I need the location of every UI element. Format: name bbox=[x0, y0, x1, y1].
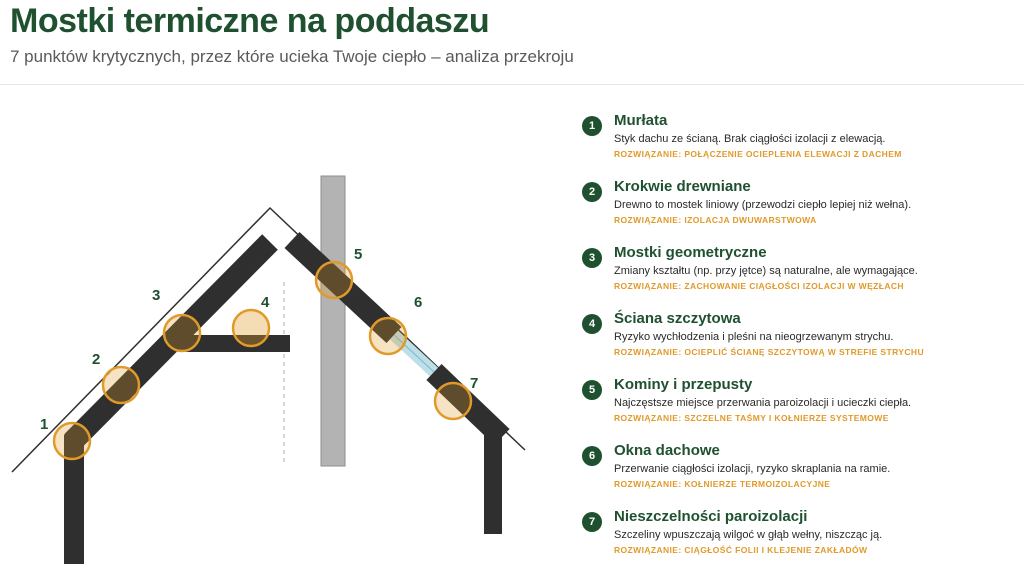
legend-item-solution: ROZWIĄZANIE: IZOLACJA DWUWARSTWOWA bbox=[614, 215, 817, 225]
marker-label-7: 7 bbox=[470, 375, 479, 392]
legend-item bbox=[582, 112, 1012, 178]
number-badge: 6 bbox=[582, 446, 602, 466]
number-badge: 5 bbox=[582, 380, 602, 400]
legend-item bbox=[582, 244, 1012, 310]
marker-label-6: 6 bbox=[414, 294, 423, 311]
page-title: Mostki termiczne na poddaszu bbox=[10, 2, 490, 40]
legend-item-title: Kominy i przepusty bbox=[614, 376, 753, 393]
legend-item-description: Drewno to mostek liniowy (przewodzi ciepło lepiej niż wełna). bbox=[614, 199, 912, 211]
legend-item-description: Zmiany kształtu (np. przy jętce) są naturalne, ale wymagające. bbox=[614, 265, 918, 277]
legend-item-title: Murłata bbox=[614, 112, 668, 129]
legend-item bbox=[582, 508, 1012, 574]
thermal-bridge-marker-2 bbox=[103, 367, 139, 403]
legend-item-solution: ROZWIĄZANIE: POŁĄCZENIE OCIEPLENIA ELEWACJI Z DACHEM bbox=[614, 149, 902, 159]
legend-item-description: Przerwanie ciągłości izolacji, ryzyko skraplania na ramie. bbox=[614, 463, 891, 475]
legend-item-description: Styk dachu ze ścianą. Brak ciągłości izolacji z elewacją. bbox=[614, 133, 886, 145]
thermal-bridge-marker-1 bbox=[54, 423, 90, 459]
legend-item-description: Ryzyko wychłodzenia i pleśni na nieogrzewanym strychu. bbox=[614, 331, 894, 343]
right-wall bbox=[484, 432, 502, 534]
legend-item-solution: ROZWIĄZANIE: OCIEPLIĆ ŚCIANĘ SZCZYTOWĄ W STREFIE STRYCHU bbox=[614, 347, 924, 357]
legend-item-title: Mostki geometryczne bbox=[614, 244, 767, 261]
legend-item-solution: ROZWIĄZANIE: SZCZELNE TAŚMY I KOŁNIERZE SYSTEMOWE bbox=[614, 413, 889, 423]
legend-item bbox=[582, 178, 1012, 244]
legend-item-description: Najczęstsze miejsce przerwania paroizolacji i ucieczki ciepła. bbox=[614, 397, 912, 409]
chimney bbox=[321, 176, 345, 466]
marker-label-5: 5 bbox=[354, 246, 363, 263]
marker-label-3: 3 bbox=[152, 287, 161, 304]
thermal-bridge-marker-5 bbox=[316, 262, 352, 298]
legend-item bbox=[582, 442, 1012, 508]
legend-item-title: Okna dachowe bbox=[614, 442, 720, 459]
legend-item-title: Ściana szczytowa bbox=[614, 310, 741, 327]
marker-label-4: 4 bbox=[261, 294, 270, 311]
page-subtitle: 7 punktów krytycznych, przez które ucieka Twoje ciepło – analiza przekroju bbox=[10, 47, 574, 66]
marker-label-1: 1 bbox=[40, 416, 49, 433]
legend-item-solution: ROZWIĄZANIE: CIĄGŁOŚĆ FOLII I KLEJENIE ZAKŁADÓW bbox=[614, 545, 868, 555]
header-divider bbox=[0, 84, 1024, 85]
legend-item bbox=[582, 376, 1012, 442]
legend-item-title: Nieszczelności paroizolacji bbox=[614, 508, 808, 525]
legend-item bbox=[582, 310, 1012, 376]
legend-item-title: Krokwie drewniane bbox=[614, 178, 751, 195]
number-badge: 7 bbox=[582, 512, 602, 532]
legend-item-solution: ROZWIĄZANIE: KOŁNIERZE TERMOIZOLACYJNE bbox=[614, 479, 831, 489]
thermal-bridge-marker-4 bbox=[233, 310, 269, 346]
legend-item-description: Szczeliny wpuszczają wilgoć w głąb wełny, niszcząc ją. bbox=[614, 529, 883, 541]
thermal-bridge-marker-7 bbox=[435, 383, 471, 419]
number-badge: 2 bbox=[582, 182, 602, 202]
legend-list bbox=[582, 112, 1012, 574]
thermal-bridge-marker-3 bbox=[164, 315, 200, 351]
number-badge: 4 bbox=[582, 314, 602, 334]
number-badge: 3 bbox=[582, 248, 602, 268]
marker-label-2: 2 bbox=[92, 351, 101, 368]
number-badge: 1 bbox=[582, 116, 602, 136]
legend-item-solution: ROZWIĄZANIE: ZACHOWANIE CIĄGŁOŚCI IZOLACJI W WĘZŁACH bbox=[614, 281, 904, 291]
thermal-bridge-marker-6 bbox=[370, 318, 406, 354]
roof-cross-section-diagram bbox=[0, 90, 560, 564]
